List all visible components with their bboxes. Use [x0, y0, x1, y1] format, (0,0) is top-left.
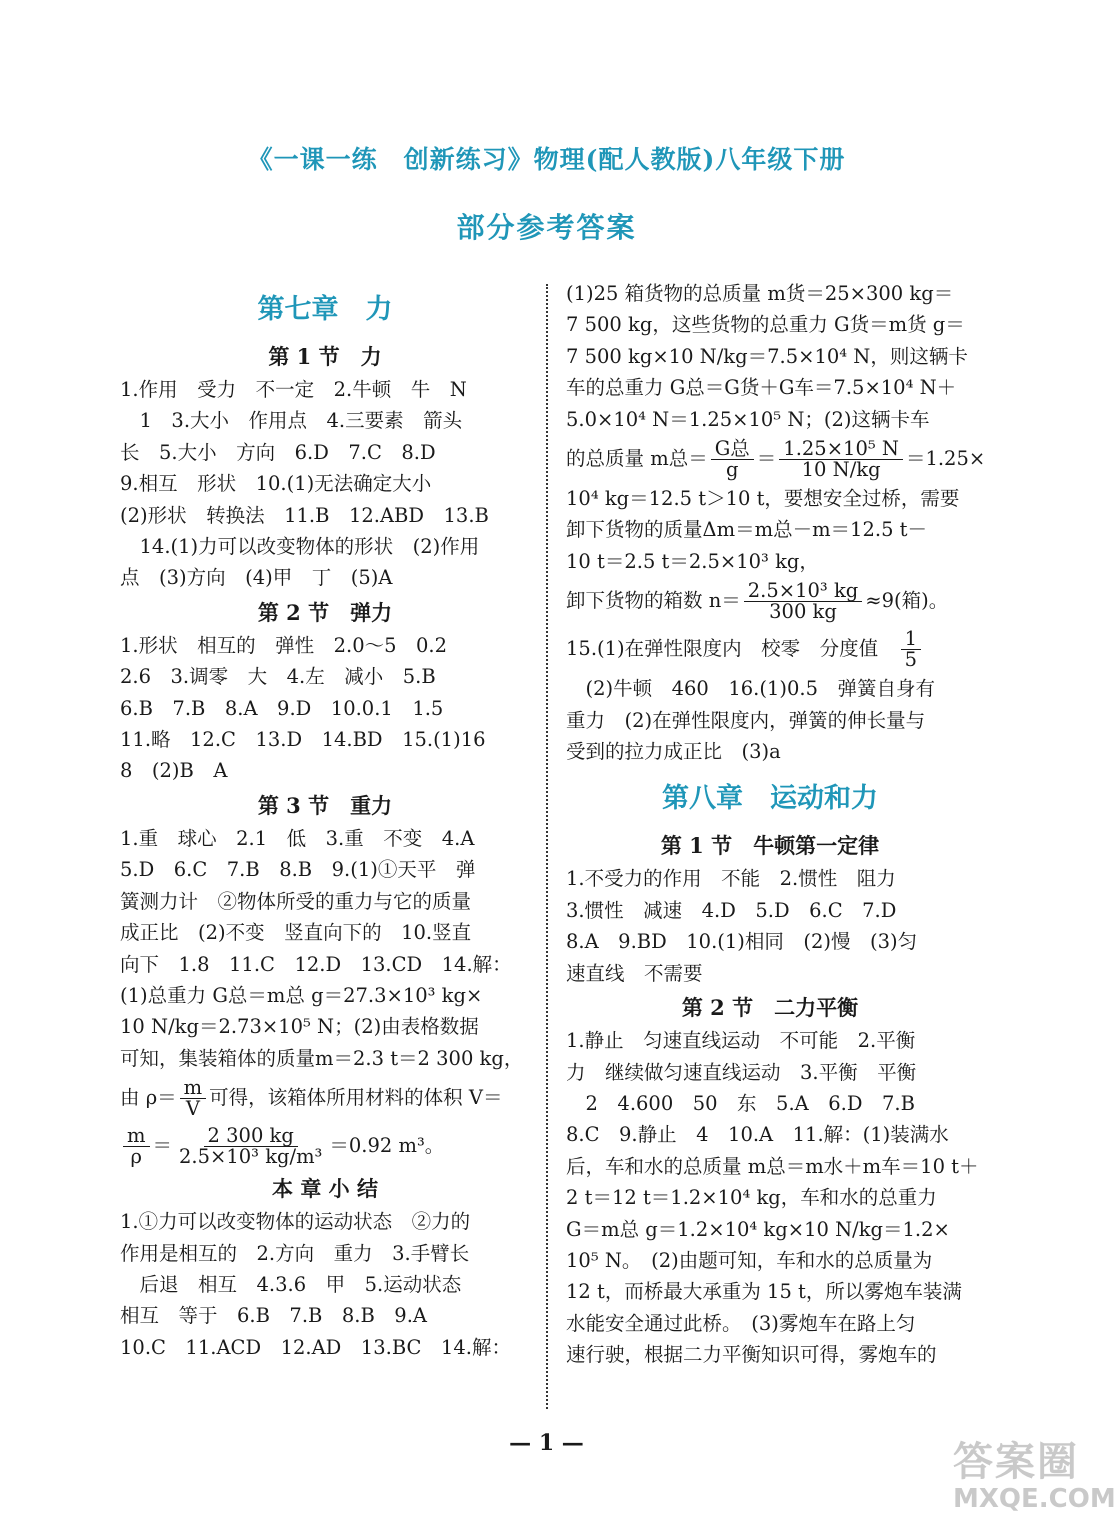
equation-text: ＝ — [756, 447, 777, 471]
numerator: 2.5×10³ kg — [744, 581, 862, 602]
answer-line: (2)形状 转换法 11.B 12.ABD 13.B — [120, 503, 489, 527]
fraction — [180, 1075, 207, 1120]
answer-line: 8 (2)B A — [120, 759, 228, 783]
numerator: 1.25×10⁵ N — [779, 439, 903, 460]
answer-line: 11.略 12.C 13.D 14.BD 15.(1)16 — [120, 728, 486, 752]
answer-line: 水能安全通过此桥。 (3)雾炮车在路上匀 — [566, 1311, 916, 1335]
answer-line: 受到的拉力成正比 (3)a — [566, 740, 781, 764]
summary-heading: 本 章 小 结 — [272, 1176, 378, 1202]
book-title: 《一课一练 创新练习》物理(配人教版)八年级下册 — [247, 145, 846, 174]
fraction — [901, 626, 921, 671]
answer-line: 成正比 (2)不变 竖直向下的 10.竖直 — [120, 921, 472, 945]
answer-line: 相互 等于 6.B 7.B 8.B 9.A — [120, 1304, 427, 1328]
column-divider — [546, 284, 548, 1409]
answer-line: 2.6 3.调零 大 4.左 减小 5.B — [120, 665, 436, 689]
watermark-logo — [953, 1439, 1116, 1530]
answer-line: 1.重 球心 2.1 低 3.重 不变 4.A — [120, 826, 475, 850]
answer-line: 5.D 6.C 7.B 8.B 9.(1)①天平 弹 — [120, 858, 476, 882]
section-heading: 第 3 节 重力 — [257, 792, 393, 818]
answer-line: (1)25 箱货物的总质量 m货＝25×300 kg＝ — [566, 282, 954, 305]
document-title: 部分参考答案 — [456, 211, 637, 244]
answer-line: 9.相互 形状 10.(1)无法确定大小 — [120, 472, 432, 496]
watermark-url: MXQE.COM — [953, 1484, 1116, 1514]
answer-line: 速直线 不需要 — [566, 961, 703, 985]
right-column — [566, 278, 986, 1371]
equation-text: ＝1.25× — [905, 447, 986, 471]
section-heading: 第 2 节 弹力 — [257, 599, 393, 625]
answer-line: 1.不受力的作用 不能 2.惯性 阻力 — [566, 867, 896, 891]
denominator: V — [185, 1096, 200, 1120]
numerator: 2 300 kg — [204, 1126, 298, 1147]
answer-line: 10 t＝2.5 t＝2.5×10³ kg， — [566, 549, 819, 573]
answer-line: 力 继续做匀速直线运动 3.平衡 平衡 — [566, 1060, 917, 1084]
fraction — [175, 1123, 326, 1168]
answer-line: (1)总重力 G总＝m总 g＝27.3×10³ kg× — [120, 983, 483, 1007]
equation-text: 可得，该箱体所用材料的体积 V＝ — [209, 1086, 503, 1110]
section-3-answers — [120, 823, 530, 1170]
answer-line: 7 500 kg，这些货物的总重力 G货＝m货 g＝ — [566, 313, 965, 337]
answer-line: 2 4.600 50 东 5.A 6.D 7.B — [566, 1091, 915, 1115]
answer-line: 1.静止 匀速直线运动 不可能 2.平衡 — [566, 1029, 916, 1053]
answer-line: 1.①力可以改变物体的运动状态 ②力的 — [120, 1210, 471, 1234]
answer-line: 后，车和水的总质量 m总＝m水＋m车＝10 t＋ — [566, 1154, 979, 1178]
answer-line: 8.C 9.静止 4 10.A 11.解：(1)装满水 — [566, 1123, 949, 1147]
section-heading: 第 1 节 牛顿第一定律 — [660, 833, 880, 859]
chapter-7-heading: 第七章 力 — [257, 294, 393, 325]
answer-line: 12 t，而桥最大承重为 15 t，所以雾炮车装满 — [566, 1280, 962, 1304]
equation-text: 15.(1)在弹性限度内 校零 分度值 — [566, 637, 898, 661]
answer-line: G＝m总 g＝1.2×10⁴ kg×10 N/kg＝1.2× — [566, 1217, 950, 1241]
fraction — [744, 578, 862, 623]
equation-text: 卸下货物的箱数 n＝ — [566, 589, 741, 613]
numerator: G总 — [711, 439, 754, 460]
answer-line: 3.惯性 减速 4.D 5.D 6.C 7.D — [566, 898, 897, 922]
section-heading: 第 2 节 二力平衡 — [681, 995, 859, 1021]
numerator: m — [180, 1078, 207, 1099]
denominator: g — [726, 457, 739, 481]
answer-line: (2)牛顿 460 16.(1)0.5 弹簧自身有 — [566, 677, 935, 701]
denominator: 300 kg — [769, 599, 837, 623]
equation-line — [566, 625, 974, 673]
fraction — [711, 436, 754, 481]
denominator: 5 — [904, 647, 918, 671]
answer-line: 10 N/kg＝2.73×10⁵ N；(2)由表格数据 — [120, 1015, 479, 1039]
denominator: 2.5×10³ kg/m³ — [179, 1144, 323, 1168]
answer-line: 10⁴ kg＝12.5 t＞10 t，要想安全过桥，需要 — [566, 487, 960, 511]
left-column — [120, 278, 530, 1363]
summary-answers — [120, 1206, 530, 1363]
answer-line: 卸下货物的质量Δm＝m总－m＝12.5 t－ — [566, 518, 928, 542]
equation-text: ＝ — [152, 1134, 173, 1158]
answer-line: 7 500 kg×10 N/kg＝7.5×10⁴ N，则这辆卡 — [566, 344, 968, 368]
answer-line: 10.C 11.ACD 12.AD 13.BC 14.解： — [120, 1335, 511, 1359]
answer-line: 后退 相互 4.3.6 甲 5.运动状态 — [120, 1272, 462, 1296]
answer-line: 长 5.大小 方向 6.D 7.C 8.D — [120, 440, 436, 464]
answer-line: 向下 1.8 11.C 12.D 13.CD 14.解： — [120, 952, 512, 976]
answer-line: 车的总重力 G总＝G货＋G车＝7.5×10⁴ N＋ — [566, 376, 957, 400]
section-2-answers — [120, 630, 530, 787]
answer-line: 8.A 9.BD 10.(1)相同 (2)慢 (3)匀 — [566, 930, 918, 954]
answer-line: 1 3.大小 作用点 4.三要素 箭头 — [120, 409, 463, 433]
denominator: 10 N/kg — [801, 457, 881, 481]
answer-line: 点 (3)方向 (4)甲 丁 (5)A — [120, 566, 393, 590]
equation-line — [120, 1074, 530, 1122]
equation-text: ＝0.92 m³。 — [329, 1134, 445, 1158]
answer-line: 重力 (2)在弹性限度内，弹簧的伸长量与 — [566, 708, 926, 732]
page-number: — 1 — — [509, 1430, 584, 1456]
answer-line: 作用是相互的 2.方向 重力 3.手臂长 — [120, 1241, 470, 1265]
answer-line: 2 t＝12 t＝1.2×10⁴ kg，车和水的总重力 — [566, 1186, 937, 1210]
answer-line: 6.B 7.B 8.A 9.D 10.0.1 1.5 — [120, 696, 444, 720]
equation-text: 由 ρ＝ — [120, 1086, 177, 1110]
section-heading: 第 1 节 力 — [268, 344, 382, 369]
section-1-answers — [120, 374, 530, 594]
numerator: 1 — [901, 629, 921, 650]
answer-line: 10⁵ N。 (2)由题可知，车和水的总质量为 — [566, 1248, 933, 1272]
answer-line: 14.(1)力可以改变物体的形状 (2)作用 — [120, 535, 480, 559]
answer-line: 簧测力计 ②物体所受的重力与它的质量 — [120, 889, 472, 913]
answer-line: 5.0×10⁴ N＝1.25×10⁵ N；(2)这辆卡车 — [566, 407, 930, 431]
answer-line: 1.作用 受力 不一定 2.牛顿 牛 N — [120, 378, 467, 401]
chapter-8-heading: 第八章 运动和力 — [662, 783, 878, 815]
equation-line — [566, 577, 974, 625]
equation-text: ≈9(箱)。 — [865, 589, 949, 613]
watermark-logo-text: 答案圈 — [953, 1439, 1079, 1485]
section-2-answers — [566, 1025, 979, 1370]
answer-line: 速行驶，根据二力平衡知识可得，雾炮车的 — [566, 1343, 937, 1367]
answer-line: 1.形状 相互的 弹性 2.0～5 0.2 — [120, 633, 448, 657]
numerator: m — [123, 1126, 150, 1147]
denominator: ρ — [130, 1144, 142, 1168]
answer-line: 可知，集装箱体的质量m＝2.3 t＝2 300 kg， — [120, 1046, 524, 1070]
fraction — [123, 1123, 150, 1168]
fraction — [779, 436, 903, 481]
equation-line — [120, 1122, 530, 1170]
equation-text: 的总质量 m总＝ — [566, 447, 708, 471]
equation-line — [566, 435, 986, 483]
section-1-answers — [566, 863, 974, 989]
